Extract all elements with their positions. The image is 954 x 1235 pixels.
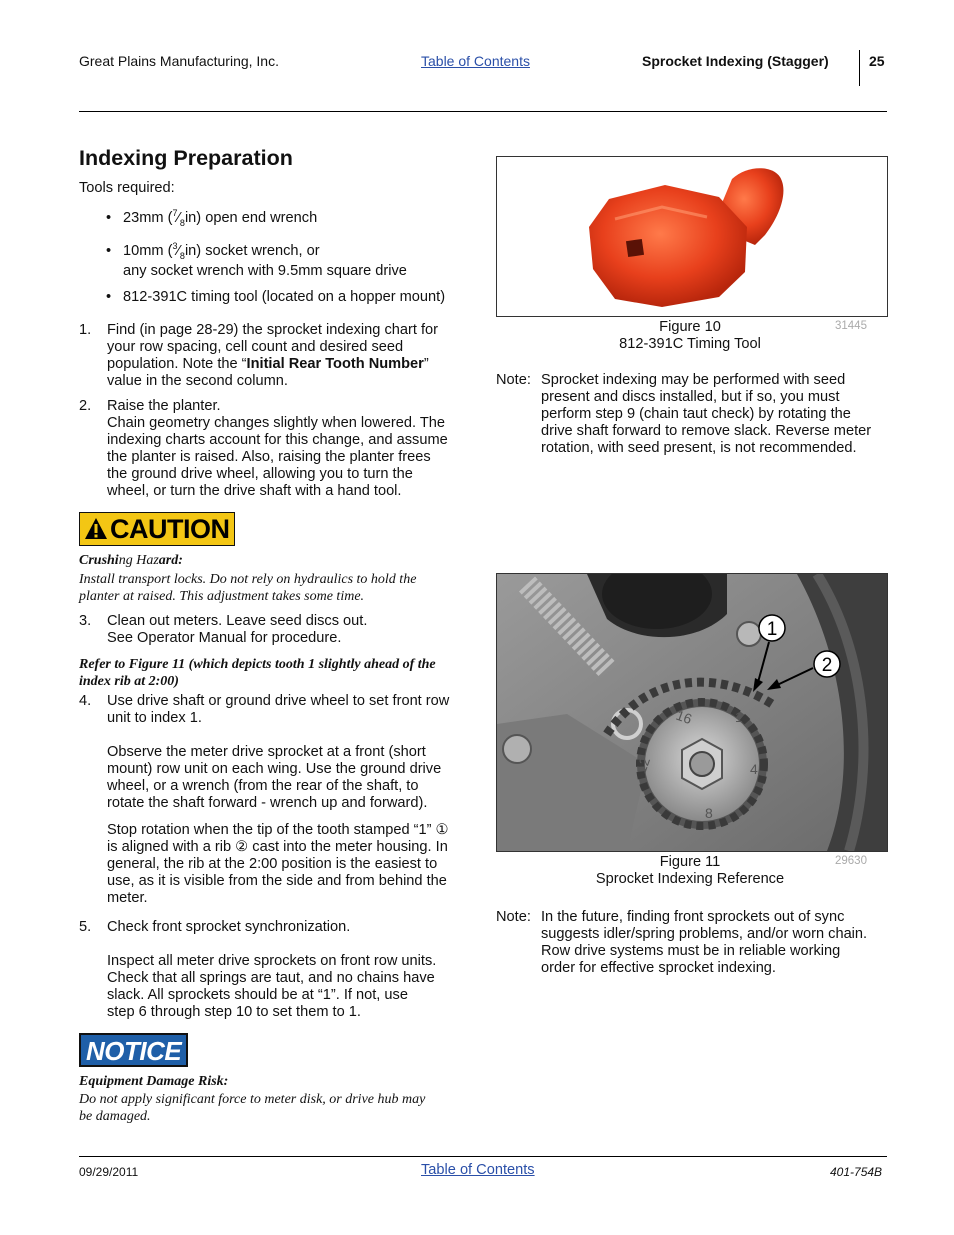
figure-10-image [496,156,888,317]
step-3-text: Clean out meters. Leave seed discs out. See Operator Manual for procedure. [107,613,368,646]
tools-intro: Tools required: [79,180,175,196]
timing-tool-illustration [497,157,887,316]
callout-1: 1 [766,619,778,640]
step-number: 1. [79,322,92,338]
sprocket-number: 12 [632,754,654,776]
step-number: 4. [79,693,92,709]
warning-triangle-icon [84,517,108,541]
note-label: Note: [496,909,531,925]
figure-10-id: 31445 [835,320,867,332]
step-1-text: Find (in page 28-29) the sprocket indexing chart for your row spacing, cell count and desired seed population. Note the “Initial Rear Tooth Number” value in the second column. [107,322,438,389]
header-rule [79,111,887,112]
header-section-title: Sprocket Indexing (Stagger) [642,53,829,69]
caution-heading: Crushing Hazard: [79,553,183,568]
page-number: 25 [869,53,885,69]
footer-rule [79,1156,887,1157]
step-number: 3. [79,613,92,629]
page-title: Indexing Preparation [79,146,293,170]
sprocket-number: 4 [750,761,758,777]
callout-2: 2 [821,655,833,676]
note-1-text: Sprocket indexing may be performed with seed present and discs installed, but if so, you must perform step 9 (chain taut check) by rotating the drive shaft forward to remove slack. Reverse meter rotation, with seed present, is not recommended. [541,372,872,456]
notice-label: NOTICE [79,1033,188,1067]
sprocket-photo-illustration [497,574,887,851]
note-label: Note: [496,372,531,388]
note-2-text: In the future, finding front sprockets out of sync suggests idler/spring problems, and/or worn chain. Row drive systems must be in reliable working order for effective sprocket indexing. [541,909,868,976]
refer-note: Refer to Figure 11 (which depicts tooth 1 slightly ahead of the index rib at 2:00) [79,657,436,689]
figure-10-caption: Figure 10 812-391C Timing Tool [619,319,761,352]
caution-label: CAUTION [79,512,235,546]
step-4-text: Use drive shaft or ground drive wheel to set front row unit to index 1. Observe the meter drive sprocket at a front (short mount) row unit on each wing. Use the ground drive wheel, or a wrench (from the rear of the shaft, to rotate the shaft forward - wrench up and forward). Stop rotation when the tip of the tooth stamped “1” ① is aligned with a rib ② cast into the meter housing. In general, the rib at the 2:00 position is the easiest to use, as it is visible from the side and from behind the meter. [107,693,450,906]
footer-date: 09/29/2011 [79,1165,139,1179]
header-toc-link[interactable]: Table of Contents [421,53,530,69]
notice-text: Do not apply significant force to meter disk, or drive hub may be damaged. [79,1092,426,1124]
footer-doc-number: 401-754B [830,1165,883,1179]
figure-11-id: 29630 [835,855,867,867]
footer-toc-link[interactable]: Table of Contents [421,1162,535,1178]
sprocket-number: 1 [735,709,743,725]
step-number: 2. [79,398,92,414]
sprocket-number: 16 [673,706,695,728]
step-2-text: Raise the planter. Chain geometry changes slightly when lowered. The indexing charts account for this change, and assume the planter is raised. Also, raising the planter frees the ground drive wheel, allowing you to turn the wheel, or turn the drive shaft with a hand tool. [107,398,448,499]
step-5-text: Check front sprocket synchronization. Inspect all meter drive sprockets on front row units. Check that all springs are taut, and no chains have slack. All sprockets should be at “1”. If not, use step 6 through step 10 to set them to 1. [107,919,437,1020]
figure-11-image [496,573,888,852]
figure-11-caption: Figure 11 Sprocket Indexing Reference [595,854,785,887]
sprocket-number: 8 [705,805,713,821]
header-divider [859,50,860,86]
header-company: Great Plains Manufacturing, Inc. [79,53,279,69]
step-number: 5. [79,919,92,935]
notice-heading: Equipment Damage Risk: [79,1074,229,1089]
caution-text: Install transport locks. Do not rely on hydraulics to hold the planter at raised. This adjustment takes some time. [79,572,417,604]
